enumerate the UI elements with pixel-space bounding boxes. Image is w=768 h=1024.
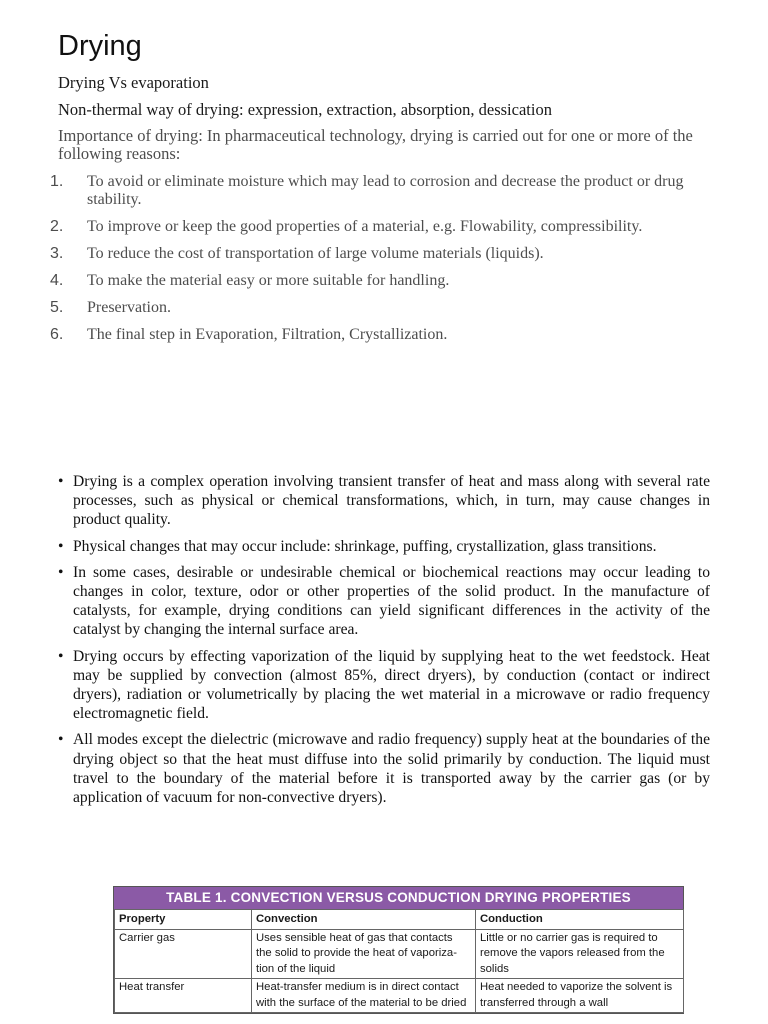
list-item — [50, 245, 720, 263]
list-number: 5. — [50, 299, 64, 316]
list-item — [50, 299, 720, 317]
list-text: The final step in Evaporation, Filtration, Crystallization. — [87, 326, 448, 343]
list-text: To avoid or eliminate moisture which may lead to corrosion and decrease the product or drug stability. — [87, 173, 684, 208]
bullet-text: Drying is a complex operation involving transient transfer of heat and mass along with several rate processes, such as physical or chemical transformations, which, in turn, may cause changes in product quality. — [73, 473, 710, 529]
non-thermal-drying-line: Non-thermal way of drying: expression, extraction, absorption, dessication — [58, 100, 552, 119]
list-number: 3. — [50, 245, 64, 262]
table-row — [115, 979, 684, 1013]
list-number: 6. — [50, 326, 64, 343]
bullet-dot-icon: • — [58, 473, 64, 490]
table-cell: Heat needed to vaporize the solvent is transferred through a wall — [476, 979, 684, 1013]
list-number: 2. — [50, 218, 64, 235]
bullet-item — [58, 472, 710, 530]
column-header-property: Property — [115, 910, 252, 930]
bullet-dot-icon: • — [58, 731, 64, 749]
table-title: TABLE 1. CONVECTION VERSUS CONDUCTION DRYING PROPERTIES — [114, 887, 683, 909]
bullet-dot-icon: • — [58, 537, 64, 555]
bullet-item — [58, 647, 710, 724]
properties-table-grid — [114, 909, 684, 1013]
bullet-text: In some cases, desirable or undesirable chemical or biochemical reactions may occur leading to changes in color, texture, odor or other properties of the solid product. In the manufacture of catalysts, for example, drying conditions can yield significant differences in the activity of the catalyst by changing the internal surface area. — [73, 563, 710, 639]
bullet-dot-icon: • — [58, 647, 64, 665]
page-title: Drying — [58, 30, 142, 62]
importance-paragraph: Importance of drying: In pharmaceutical technology, drying is carried out for one or more of the following reasons: — [58, 126, 693, 163]
table-header-row — [115, 910, 684, 930]
list-text: Preservation. — [87, 299, 171, 316]
list-number: 1. — [50, 173, 64, 190]
list-text: To make the material easy or more suitable for handling. — [87, 272, 450, 289]
bullet-text: All modes except the dielectric (microwave and radio frequency) supply heat at the boundaries of the drying object so that the heat must diffuse into the solid primarily by conduction. The liquid must travel to the boundary of the material before it is transported away by the carrier gas (or by application of vacuum for non-convective dryers). — [73, 731, 710, 807]
list-text: To improve or keep the good properties of a material, e.g. Flowability, compressibility. — [87, 218, 643, 235]
subtitle: Drying Vs evaporation — [58, 73, 209, 92]
drying-properties-table — [113, 886, 684, 1014]
table-row — [115, 929, 684, 979]
bullet-dot-icon: • — [58, 563, 64, 581]
list-number: 4. — [50, 272, 64, 289]
reasons-list — [50, 173, 720, 353]
list-text: To reduce the cost of transportation of large volume materials (liquids). — [87, 245, 544, 262]
column-header-conduction: Conduction — [476, 910, 684, 930]
table-cell: Carrier gas — [115, 929, 252, 979]
list-item — [50, 326, 720, 344]
list-item — [50, 173, 720, 209]
bullet-item — [58, 730, 710, 807]
bullet-item — [58, 563, 710, 640]
list-item — [50, 218, 720, 236]
table-cell: Heat transfer — [115, 979, 252, 1013]
table-cell: Heat-transfer medium is in direct contact with the surface of the material to be dried — [252, 979, 476, 1013]
bullet-text: Drying occurs by effecting vaporization of the liquid by supplying heat to the wet feedstock. Heat may be supplied by convection (almost 85%, direct dryers), by conduction (contact or indirect dryers), radiation or volumetrically by placing the wet material in a microwave or radio frequency electromagnetic field. — [73, 647, 710, 723]
bullet-item — [58, 537, 710, 556]
table-cell: Little or no carrier gas is required to remove the vapors released from the solids — [476, 929, 684, 979]
column-header-convection: Convection — [252, 910, 476, 930]
list-item — [50, 272, 720, 290]
table-cell: Uses sensible heat of gas that contacts the solid to provide the heat of vaporiza-tion of the liquid — [252, 929, 476, 979]
bullet-text: Physical changes that may occur include: shrinkage, puffing, crystallization, glass transitions. — [73, 537, 657, 555]
bullet-list — [58, 472, 710, 814]
